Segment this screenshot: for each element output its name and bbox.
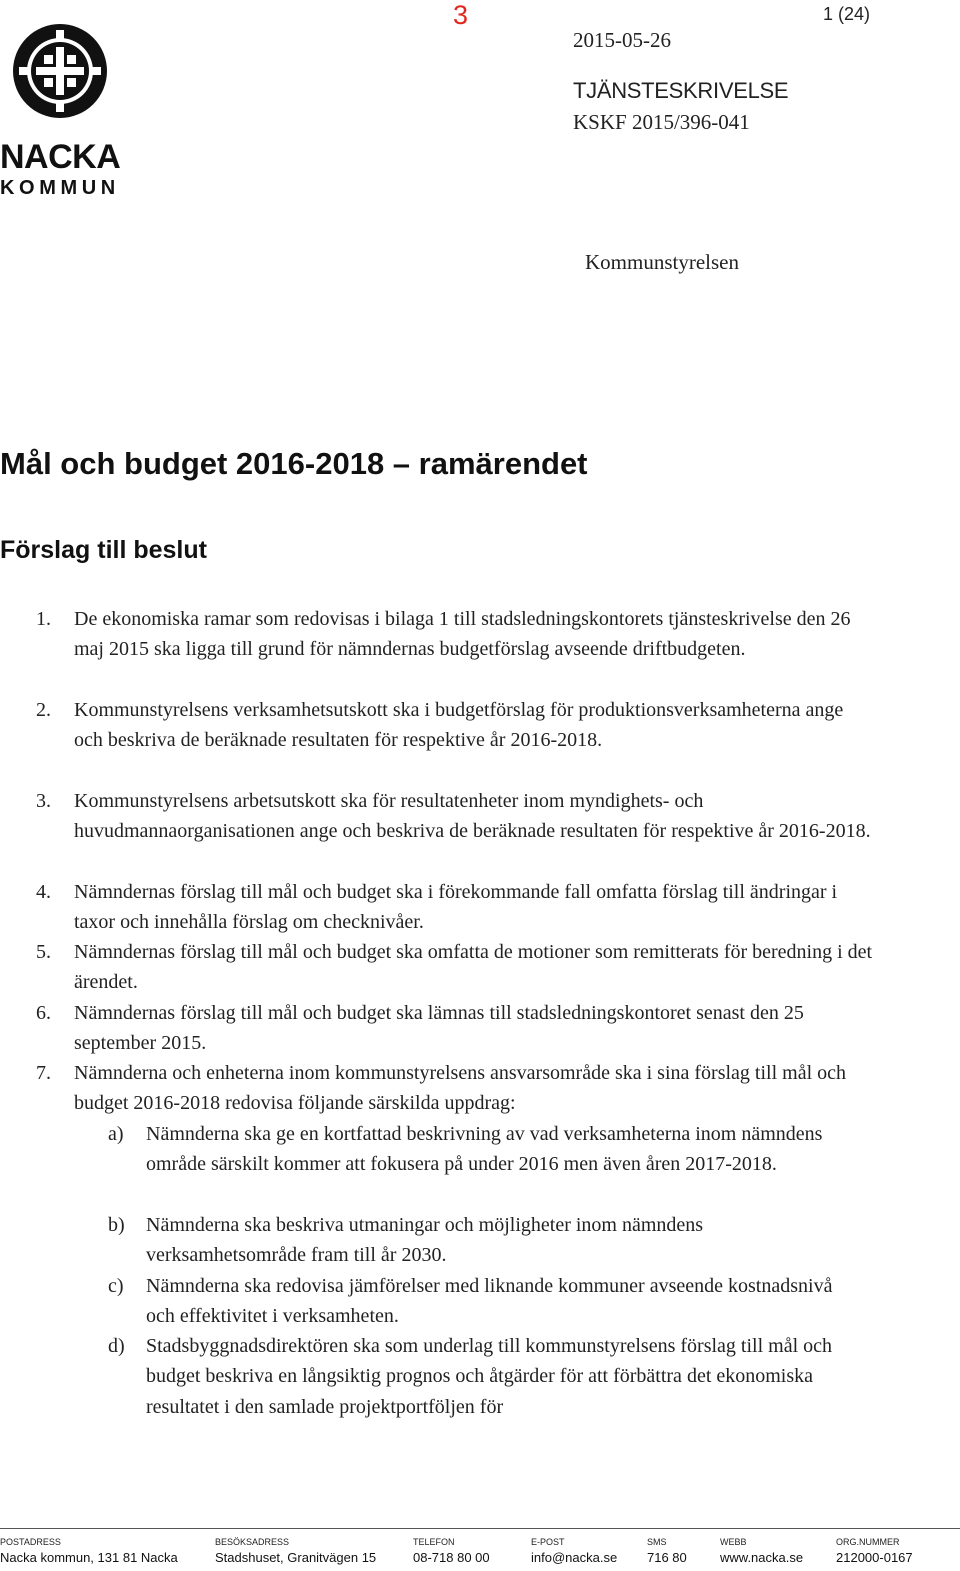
list-item-number: 3.: [36, 790, 51, 812]
list-item-text: Nämndernas förslag till mål och budget ska i förekommande fall omfatta förslag till ändringar i taxor och innehålla förslag om checknivåer.: [74, 881, 838, 934]
footer-epost-link[interactable]: info@nacka.se: [531, 1550, 618, 1565]
list-item-text: Kommunstyrelsens verksamhetsutskott ska i budgetförslag för produktionsverksamheterna ange och beskriva de beräknade resultaten för respektive år 2016-2018.: [74, 699, 844, 752]
list-item-text: Kommunstyrelsens arbetsutskott ska för resultatenheter inom myndighets- och huvudmannaorganisationen ange och beskriva de beräknade resultaten för respektive år 2016-2018.: [74, 790, 871, 843]
sublist-item-text: Nämnderna ska beskriva utmaningar och möjligheter inom nämndens verksamhetsområde fram till år 2030.: [146, 1214, 704, 1267]
document-date: 2015-05-26: [573, 28, 671, 52]
list-item-number: 6.: [36, 1002, 51, 1024]
logo-text-nacka: NACKA: [0, 138, 121, 176]
page-marker: 3: [453, 0, 469, 30]
list-item-text: De ekonomiska ramar som redovisas i bilaga 1 till stadsledningskontorets tjänsteskrivelse den 26 maj 2015 ska ligga till grund för nämndernas budgetförslag avseende driftbudgeten.: [74, 608, 851, 661]
footer-label-postadress: POSTADRESS: [0, 1537, 61, 1547]
footer-label-epost: E-POST: [531, 1537, 565, 1547]
footer-webb-link[interactable]: www.nacka.se: [720, 1550, 804, 1565]
list-item-number: 7.: [36, 1062, 51, 1084]
list-item-text: Nämnderna och enheterna inom kommunstyrelsens ansvarsområde ska i sina förslag till mål och budget 2016-2018 redovisa följande särskilda uppdrag:: [74, 1062, 847, 1115]
page-title: Mål och budget 2016-2018 – ramärendet: [0, 446, 588, 481]
sublist-item-label: c): [108, 1275, 124, 1297]
list-item-text: Nämndernas förslag till mål och budget ska omfatta de motioner som remitterats för beredning i det ärendet.: [74, 941, 873, 994]
logo-text-kommun: KOMMUN: [0, 177, 120, 199]
list-item-number: 4.: [36, 881, 51, 903]
list-item-number: 5.: [36, 941, 51, 963]
nacka-kommun-logo: [0, 22, 124, 199]
footer-label-sms: SMS: [647, 1537, 667, 1547]
sublist-item-label: a): [108, 1123, 124, 1145]
footer-label-besoksadress: BESÖKSADRESS: [215, 1537, 290, 1547]
footer-label-orgnummer: ORG.NUMMER: [836, 1537, 900, 1547]
list-item-text: Nämndernas förslag till mål och budget ska lämnas till stadsledningskontoret senast den 25 september 2015.: [74, 1002, 804, 1055]
sublist-item-text: Nämnderna ska ge en kortfattad beskrivning av vad verksamheterna inom nämndens område särskilt kommer att fokusera på under 2016 men även åren 2017-2018.: [146, 1123, 823, 1176]
sublist-item-text: Nämnderna ska redovisa jämförelser med liknande kommuner avseende kostnadsnivå och effektivitet i verksamheten.: [146, 1275, 833, 1328]
footer-label-telefon: TELEFON: [413, 1537, 455, 1547]
sublist-item-text: Stadsbyggnadsdirektören ska som underlag till kommunstyrelsens förslag till mål och budget beskriva en långsiktig prognos och åtgärder för att förbättra det ekonomiska resultatet i den samlade projektportföljen för: [146, 1335, 833, 1418]
list-item-number: 2.: [36, 699, 51, 721]
footer-telefon: 08-718 80 00: [413, 1550, 490, 1565]
document-type: TJÄNSTESKRIVELSE: [573, 78, 789, 103]
footer-postadress: Nacka kommun, 131 81 Nacka: [0, 1550, 178, 1565]
footer-sms: 716 80: [647, 1550, 687, 1565]
footer-label-webb: WEBB: [720, 1537, 747, 1547]
sublist-item-label: d): [108, 1335, 125, 1357]
document-number: KSKF 2015/396-041: [573, 110, 750, 134]
footer-orgnummer: 212000-0167: [836, 1550, 913, 1565]
list-item-number: 1.: [36, 608, 51, 630]
sublist-item-label: b): [108, 1214, 125, 1236]
footer-divider: [0, 1528, 960, 1529]
page-count: 1 (24): [823, 4, 871, 24]
section-heading: Förslag till beslut: [0, 536, 207, 564]
logo-emblem-icon: [0, 22, 120, 122]
recipient: Kommunstyrelsen: [585, 250, 739, 274]
footer-besoksadress: Stadshuset, Granitvägen 15: [215, 1550, 377, 1565]
